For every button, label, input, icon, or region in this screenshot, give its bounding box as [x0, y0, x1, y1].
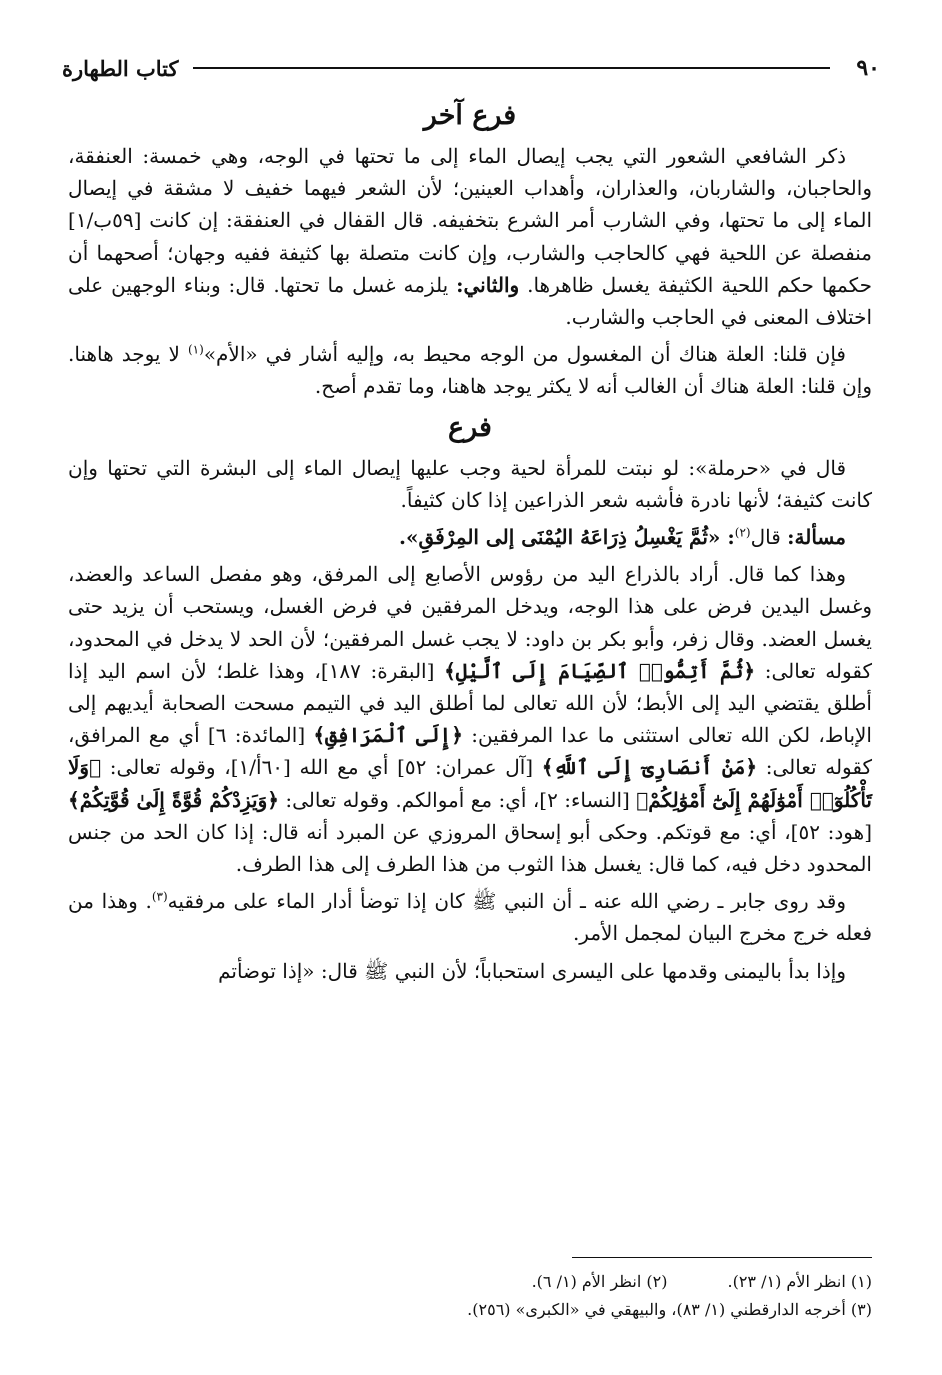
paragraph-text: . وهذا من فعله خرج مخرج البيان لمجمل الأمر. [68, 889, 872, 946]
quran-verse: ﴿مَنْ أَنصَارِىٓ إِلَى ٱللَّهِ﴾ [541, 755, 758, 780]
paragraph-explanation [68, 558, 872, 880]
paragraph-text: وقد روى جابر ـ رضي الله عنه ـ أن النبي ﷺ كان إذا توضأ أدار الماء على مرفقيه [167, 889, 846, 914]
footnote-ref-3[interactable]: (٣) [151, 889, 168, 904]
paragraph-text: [النساء: ٢]، أي: مع أموالكم. وقوله تعالى: [285, 787, 630, 812]
paragraph-text: [المائدة: ٦] أي مع المرافق، كقوله تعالى: [68, 723, 873, 780]
paragraph-shuur [68, 140, 872, 333]
paragraph-text: ذكر الشافعي الشعور التي يجب إيصال الماء إلى ما تحتها في الوجه، وهي خمسة: العنفقة، والحاجبان، والشاربان، والعذاران، وأهداب العينين؛ لأن الشعر فيهما خفيف لا مشقة في إيصال الماء إلى ما تحتها، وفي الشارب أمر الشرع بتخفيفه. قال القفال في العنفقة: إن كانت [٥٩ب/١] منفصلة عن اللحية فهي كالحاجب والشارب، وإن كانت متصلة بها كثيفة ففيه وجهان؛ أصحهما أن حكمها حكم اللحية الكثيفة يغسل ظاهرها. [68, 144, 873, 297]
masala-label: مسألة: [787, 525, 846, 550]
section-heading-far-akhar: فرع آخر [423, 100, 517, 131]
footnotes [68, 1268, 872, 1324]
quran-verse: ﴿وَلَا تَأْكُلُوٓا۟ أَمْوَٰلَهُمْ إِلَىٰٓ أَمْوَٰلِكُمْ﴾ [68, 755, 872, 812]
footnote-2: (٢) انظر الأم (١/ ٦). [531, 1272, 668, 1291]
footnote-row [68, 1296, 872, 1324]
header-rule [193, 67, 831, 69]
book-title: كتاب الطهارة [62, 55, 179, 81]
bold-term: والثاني: [456, 272, 520, 297]
paragraph-text: لا يوجد هاهنا. وإن قلنا: العلة هناك أن الغالب أنه لا يكثر يوجد هاهنا، وما تقدم أصح. [68, 342, 872, 399]
page-body [68, 96, 872, 992]
section-heading-far: فرع [448, 411, 492, 443]
paragraph-harmala: قال في «حرملة»: لو نبتت للمرأة لحية وجب عليها إيصال الماء إلى البشرة التي تحتها وإن كانت كثيفة؛ لأنها نادرة فأشبه شعر الذراعين إذا كان كثيفاً. [68, 455, 872, 512]
paragraph-text: [هود: ٥٢]، أي: مع قوتكم. وحكى أبو إسحاق المروزي عن المبرد أنه قال: إذا كان الحد من جنس المحدود دخل فيه، كما قال: يغسل هذا الثوب من هذا الطرف إلى هذا الطرف. [68, 819, 872, 877]
paragraph-yumna: وإذا بدأ باليمنى وقدمها على اليسرى استحباباً؛ لأن النبي ﷺ قال: «إذا توضأتم [218, 958, 846, 983]
footnote-3: (٣) أخرجه الدارقطني (١/ ٨٣)، والبيهقي في «الكبرى» (٢٥٦). [467, 1300, 872, 1319]
paragraph-text: يلزمه غسل ما تحتها. قال: وبناء الوجهين على اختلاف المعنى في الحاجب والشارب. [68, 272, 872, 330]
paragraph-text: فإن قلنا: العلة هناك أن المغسول من الوجه محيط به، وإليه أشار في «الأم» [203, 342, 846, 367]
page-number: ٩٠ [856, 55, 880, 81]
footnote-ref-1[interactable]: (١) [187, 342, 204, 357]
quran-verse: ﴿ثُمَّ أَتِمُّوا۟ ٱلصِّيَامَ إِلَى ٱلَّيْلِ﴾ [444, 658, 756, 683]
footnote-ref-2[interactable]: (٢) [734, 525, 751, 540]
paragraph-text: [آل عمران: ٥٢] أي مع الله [٦٠أ/١]، وقوله تعالى: [109, 755, 534, 780]
page-header [62, 52, 880, 84]
footnote-1: (١) انظر الأم (١/ ٢٣). [727, 1272, 872, 1291]
quran-verse: ﴿وَيَزِدْكُمْ قُوَّةً إِلَىٰ قُوَّتِكُمْ﴾ [68, 787, 279, 812]
paragraph-jabir [68, 885, 872, 949]
paragraph-text: [البقرة: ١٨٧]، وهذا غلط؛ لأن اسم اليد إذا أطلق يقتضي اليد إلى الأبط؛ لأن الله تعالى لما أطلق اليد في التيمم مسحت الصحابة أيديهم إلى الإباط، لكن الله تعالى استثنى ما عدا المرفقين: [68, 658, 872, 748]
quran-verse: ﴿إِلَى ٱلْمَرَافِقِ﴾ [313, 723, 463, 748]
masala-quote: : «ثُمَّ يَغْسِلُ ذِرَاعَهُ اليُمْنَى إلى المِرْفَقِ». [399, 525, 735, 550]
paragraph-text: وهذا كما قال. أراد بالذراع اليد من رؤوس الأصابع إلى المرفق، وهو مفصل الساعد والعضد، وغسل اليدين فرض على هذا الوجه، ويدخل المرفقين في فرض الغسل، ويستحب أن يزيد حتى يغسل العضد. وقال زفر، وأبو بكر بن داود: لا يجب غسل المرفقين؛ لأن الحد لا يدخل في المحدود، كقوله تعالى: [68, 562, 872, 683]
footnote-row [68, 1268, 872, 1296]
paragraph-illa [68, 338, 872, 402]
masala-line [68, 521, 872, 553]
masala-text: قال [750, 525, 781, 550]
footnote-separator [572, 1257, 872, 1258]
